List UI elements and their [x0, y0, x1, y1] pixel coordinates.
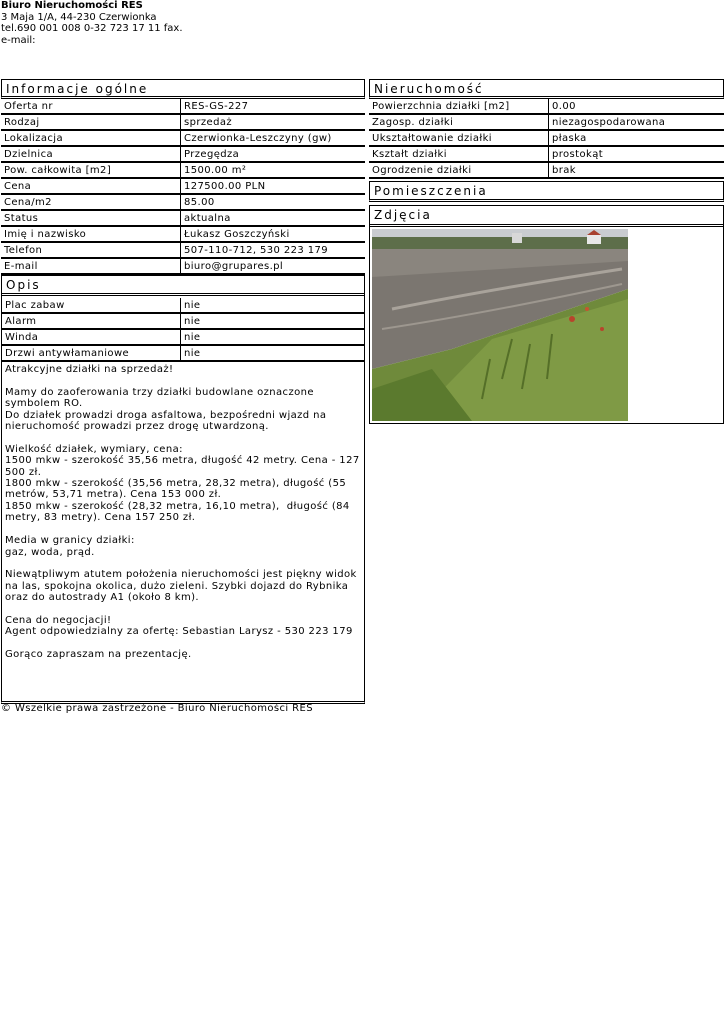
- row-value: nie: [181, 298, 365, 313]
- row-value: 1500.00 m²: [181, 162, 366, 178]
- row-label: Kształt działki: [369, 146, 549, 162]
- row-label: Status: [1, 210, 181, 226]
- table-row: [1, 146, 365, 162]
- table-row: [2, 345, 364, 361]
- row-label: Plac zabaw: [2, 298, 181, 313]
- row-value: RES-GS-227: [181, 99, 366, 114]
- row-value: Łukasz Goszczyński: [181, 226, 366, 242]
- row-label: Rodzaj: [1, 114, 181, 130]
- row-label: Zagosp. działki: [369, 114, 549, 130]
- general-info-title: Informacje ogólne: [1, 79, 365, 99]
- row-value: nie: [181, 313, 365, 329]
- company-name: Biuro Nieruchomości RES: [1, 0, 143, 11]
- table-row: [369, 130, 724, 146]
- photos-title: Zdjęcia: [370, 206, 723, 227]
- property-section: [369, 79, 724, 179]
- row-value: niezagospodarowana: [549, 114, 724, 130]
- row-value: nie: [181, 345, 365, 361]
- table-row: [1, 258, 365, 274]
- row-label: E-mail: [1, 258, 181, 274]
- rooms-title: Pomieszczenia: [369, 181, 724, 202]
- property-title: Nieruchomość: [369, 79, 724, 99]
- row-value: Czerwionka-Leszczyny (gw): [181, 130, 366, 146]
- row-value: 85.00: [181, 194, 366, 210]
- row-label: Ukształtowanie działki: [369, 130, 549, 146]
- features-table: [2, 298, 364, 362]
- table-row: [1, 162, 365, 178]
- row-value: prostokąt: [549, 146, 724, 162]
- row-value: 507-110-712, 530 223 179: [181, 242, 366, 258]
- row-value: Przegędza: [181, 146, 366, 162]
- table-row: [369, 146, 724, 162]
- row-label: Oferta nr: [1, 99, 181, 114]
- table-row: [2, 313, 364, 329]
- description-text: Atrakcyjne działki na sprzedaż! Mamy do zaoferowania trzy działki budowlane oznaczone symbolem RO. Do działek prowadzi droga asfaltowa, bezpośredni wjazd na nieruchomość prowadzi przez drogę utwardzoną. Wielkość działek, wymiary, cena: 1500 mkw - szerokość 35,56 metra, długość 42 metry. Cena - 127 500 zł. 1800 mkw - szerokość (35,56 metra, 28,32 metra), długość (55 metrów, 53,71 metra). Cena 153 000 zł. 1850 mkw - szerokość (28,32 metra, 16,10 metra), długość (84 metry, 83 metry). Cena 157 250 zł. Media w granicy działki: gaz, woda, prąd. Niewątpliwym atutem położenia nieruchomości jest piękny widok na las, spokojna okolica, dużo zieleni. Szybki dojazd do Rybnika oraz do autostrady A1 (około 8 km). Cena do negocjacji! Agent odpowiedzialny za ofertę: Sebastian Larysz - 530 223 179 Gorąco zapraszam na prezentację.: [5, 364, 360, 661]
- table-row: [1, 226, 365, 242]
- table-row: [1, 99, 365, 114]
- row-label: Telefon: [1, 242, 181, 258]
- property-table: [369, 99, 724, 179]
- table-row: [2, 329, 364, 345]
- row-label: Drzwi antywłamaniowe: [2, 345, 181, 361]
- company-address: 3 Maja 1/A, 44-230 Czerwionka: [1, 11, 157, 23]
- table-row: [369, 114, 724, 130]
- table-row: [369, 99, 724, 114]
- row-label: Cena: [1, 178, 181, 194]
- table-row: [1, 210, 365, 226]
- general-info-table: [1, 99, 365, 275]
- row-label: Dzielnica: [1, 146, 181, 162]
- description-section: [1, 275, 365, 704]
- row-label: Powierzchnia działki [m2]: [369, 99, 549, 114]
- rooms-section: [369, 181, 724, 202]
- company-email: e-mail:: [1, 34, 36, 46]
- description-title: Opis: [2, 276, 364, 296]
- general-info-section: [1, 79, 365, 275]
- footer-copyright: © Wszelkie prawa zastrzeżone - Biuro Nieruchomości RES: [1, 703, 313, 714]
- row-value: płaska: [549, 130, 724, 146]
- row-value: 127500.00 PLN: [181, 178, 366, 194]
- row-label: Imię i nazwisko: [1, 226, 181, 242]
- table-row: [369, 162, 724, 178]
- row-label: Winda: [2, 329, 181, 345]
- row-label: Alarm: [2, 313, 181, 329]
- row-value: brak: [549, 162, 724, 178]
- table-row: [1, 130, 365, 146]
- table-row: [1, 242, 365, 258]
- row-value: sprzedaż: [181, 114, 366, 130]
- row-value: aktualna: [181, 210, 366, 226]
- table-row: [2, 298, 364, 313]
- table-row: [1, 178, 365, 194]
- row-label: Ogrodzenie działki: [369, 162, 549, 178]
- company-phones: tel.690 001 008 0-32 723 17 11 fax.: [1, 23, 183, 34]
- table-row: [1, 114, 365, 130]
- row-value: biuro@grupares.pl: [181, 258, 366, 274]
- property-photo[interactable]: [372, 229, 628, 421]
- row-label: Lokalizacja: [1, 130, 181, 146]
- table-row: [1, 194, 365, 210]
- header: [1, 0, 183, 46]
- row-label: Pow. całkowita [m2]: [1, 162, 181, 178]
- row-value: nie: [181, 329, 365, 345]
- row-value: 0.00: [549, 99, 724, 114]
- row-label: Cena/m2: [1, 194, 181, 210]
